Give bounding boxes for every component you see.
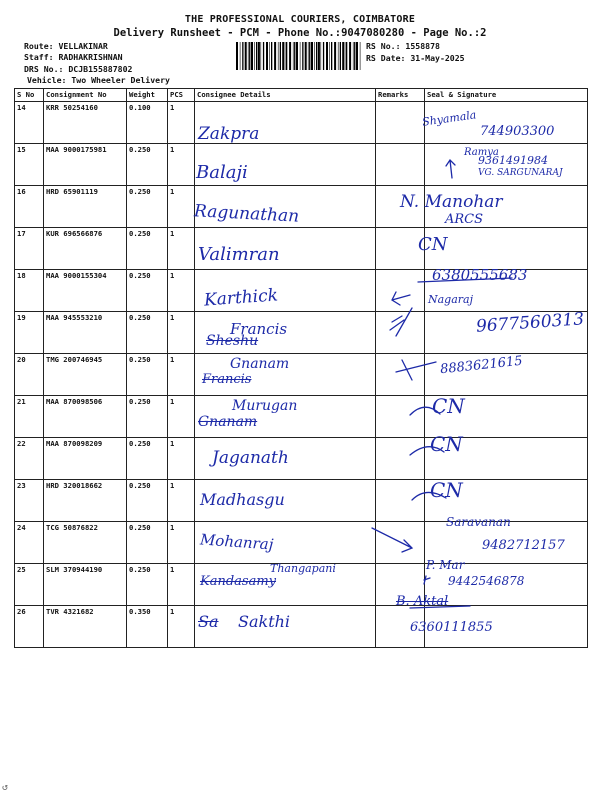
- barcode-bar: [356, 42, 358, 70]
- barcode-bar: [302, 42, 303, 70]
- cell-sno: 26: [15, 606, 44, 648]
- cell-signature: [425, 228, 588, 270]
- cell-pcs: 1: [168, 522, 195, 564]
- hw-sign-23: CN: [430, 478, 463, 502]
- cell-consignment: TVR 4321682: [44, 606, 127, 648]
- cell-consignment: KRR 50254160: [44, 102, 127, 144]
- cell-pcs: 1: [168, 354, 195, 396]
- barcode-bar: [349, 42, 351, 70]
- cell-weight: 0.250: [127, 144, 168, 186]
- cell-consignment: MAA 9000175981: [44, 144, 127, 186]
- table-row: [15, 228, 588, 270]
- cell-weight: 0.250: [127, 312, 168, 354]
- cell-weight: 0.350: [127, 606, 168, 648]
- barcode-bar: [353, 42, 354, 70]
- cell-weight: 0.250: [127, 270, 168, 312]
- cell-consignment: MAA 870098506: [44, 396, 127, 438]
- hw-consignee-17: Valimran: [198, 244, 280, 265]
- barcode-bar: [286, 42, 287, 70]
- barcode-bar: [326, 42, 328, 70]
- hw-sign-20-phone: 8883621615: [439, 353, 524, 378]
- hw-sign-14: Shyamala: [421, 108, 478, 129]
- barcode-bar: [334, 42, 336, 70]
- route-label: Route: VELLAKINAR: [24, 41, 108, 51]
- cell-pcs: 1: [168, 228, 195, 270]
- hw-sign-25: P. Mar: [426, 558, 465, 572]
- hw-consignee-19: Francis: [230, 320, 288, 338]
- cell-pcs: 1: [168, 438, 195, 480]
- cell-consignment: TCG 50876822: [44, 522, 127, 564]
- hw-sign-22: CN: [430, 432, 463, 456]
- hw-sign-15-phone: 9361491984: [478, 154, 548, 167]
- hw-sign-24-phone: 9482712157: [482, 538, 565, 553]
- cell-pcs: 1: [168, 480, 195, 522]
- hw-consignee-20: Gnanam: [230, 356, 290, 372]
- barcode-bar: [266, 42, 268, 70]
- barcode-bar: [360, 42, 361, 70]
- cell-sno: 22: [15, 438, 44, 480]
- staff-label: Staff: RADHAKRISHNAN: [24, 52, 123, 62]
- cell-consignment: MAA 870098209: [44, 438, 127, 480]
- barcode-bar: [263, 42, 264, 70]
- hw-sign-24: Saravanan: [446, 515, 511, 529]
- cell-remarks: [376, 102, 425, 144]
- cell-pcs: 1: [168, 396, 195, 438]
- barcode-bar: [271, 42, 272, 70]
- drs-number: DRS No.: DCJB155887802: [24, 64, 133, 74]
- hw-struck-26: Sa: [198, 612, 219, 631]
- table-row: [15, 606, 588, 648]
- barcode-bar: [278, 42, 279, 70]
- hw-sign-26-phone: 6360111855: [410, 620, 493, 635]
- barcode-bar: [342, 42, 344, 70]
- cell-sno: 16: [15, 186, 44, 228]
- barcode-bar: [314, 42, 315, 70]
- cell-remarks: [376, 144, 425, 186]
- barcode-bar: [316, 42, 317, 70]
- cell-sno: 20: [15, 354, 44, 396]
- hw-sign-16: N. Manohar: [400, 192, 503, 212]
- barcode-bar: [282, 42, 284, 70]
- col-pcs: PCS: [168, 89, 195, 102]
- barcode-bar: [256, 42, 257, 70]
- cell-consignment: KUR 696566876: [44, 228, 127, 270]
- cell-sno: 23: [15, 480, 44, 522]
- hw-sign-25-phone: 9442546878: [448, 574, 525, 588]
- cell-weight: 0.250: [127, 480, 168, 522]
- cell-sno: 19: [15, 312, 44, 354]
- barcode-bar: [323, 42, 324, 70]
- cell-remarks: [376, 354, 425, 396]
- hw-struck-20: Francis: [202, 372, 252, 387]
- barcode-bar: [354, 42, 355, 70]
- cell-remarks: [376, 396, 425, 438]
- hw-sign-17-cn: CN: [418, 234, 448, 255]
- col-sno: S No: [15, 89, 44, 102]
- hw-consignee-15: Balaji: [196, 162, 248, 183]
- barcode-bar: [300, 42, 301, 70]
- barcode-bar: [308, 42, 309, 70]
- cell-consignment: HRD 320018662: [44, 480, 127, 522]
- cell-weight: 0.250: [127, 354, 168, 396]
- hw-consignee-14: Zakpra: [198, 124, 260, 144]
- table-row: [15, 438, 588, 480]
- hw-sign-15: Ramya: [464, 147, 499, 158]
- cell-consignment: MAA 9000155304: [44, 270, 127, 312]
- hw-sign-19-phone: 9677560313: [475, 309, 585, 337]
- col-signature: Seal & Signature: [425, 89, 588, 102]
- cell-weight: 0.250: [127, 228, 168, 270]
- cell-weight: 0.250: [127, 186, 168, 228]
- barcode-bar: [321, 42, 322, 70]
- hw-consignee-21: Murugan: [232, 398, 298, 414]
- hw-consignee-24: Mohanraj: [199, 530, 274, 554]
- barcode-bar: [261, 42, 262, 70]
- barcode-bar: [236, 42, 238, 70]
- hw-consignee-16: Ragunathan: [193, 201, 300, 227]
- cell-weight: 0.250: [127, 522, 168, 564]
- cell-pcs: 1: [168, 606, 195, 648]
- hw-sign-14-phone: 744903300: [480, 124, 555, 139]
- cell-remarks: [376, 270, 425, 312]
- hw-consignee-25: Thangapani: [270, 562, 336, 575]
- cell-weight: 0.250: [127, 438, 168, 480]
- cell-sno: 17: [15, 228, 44, 270]
- cell-consignment: MAA 945553210: [44, 312, 127, 354]
- hw-struck-19: Sheshu: [206, 333, 259, 349]
- barcode-image: [236, 42, 361, 70]
- hw-sign-15-name: VG. SARGUNARAJ: [478, 168, 563, 178]
- table-header-row: [15, 89, 588, 102]
- barcode-bar: [242, 42, 243, 70]
- hw-struck-25: Kandasamy: [200, 574, 277, 589]
- barcode-bar: [249, 42, 250, 70]
- hw-consignee-23: Madhasgu: [200, 490, 285, 509]
- cell-remarks: [376, 312, 425, 354]
- barcode-bar: [274, 42, 276, 70]
- cell-pcs: 1: [168, 144, 195, 186]
- barcode-bar: [294, 42, 295, 70]
- barcode-bar: [293, 42, 294, 70]
- hw-sign-21: CN: [432, 394, 465, 418]
- barcode-bar: [345, 42, 346, 70]
- barcode-bar: [269, 42, 270, 70]
- cell-sno: 21: [15, 396, 44, 438]
- vehicle-label: Vehicle: Two Wheeler Delivery: [27, 75, 170, 85]
- barcode-bar: [280, 42, 281, 70]
- cell-sno: 18: [15, 270, 44, 312]
- hw-consignee-26: Sakthi: [238, 612, 291, 631]
- runsheet-subtitle: Delivery Runsheet - PCM - Phone No.:9047080280 - Page No.:2: [113, 27, 487, 39]
- cell-remarks: [376, 480, 425, 522]
- barcode-bar: [338, 42, 339, 70]
- barcode-bar: [331, 42, 332, 70]
- cell-sno: 14: [15, 102, 44, 144]
- barcode-bar: [318, 42, 320, 70]
- cell-sno: 15: [15, 144, 44, 186]
- cell-pcs: 1: [168, 312, 195, 354]
- col-consignment: Consignment No: [44, 89, 127, 102]
- col-consignee: Consignee Details: [195, 89, 376, 102]
- cell-consignment: HRD 65901119: [44, 186, 127, 228]
- hw-consignee-18: Karthick: [203, 285, 279, 311]
- table-row: [15, 396, 588, 438]
- barcode-bar: [285, 42, 286, 70]
- col-remarks: Remarks: [376, 89, 425, 102]
- barcode-bar: [289, 42, 291, 70]
- cell-pcs: 1: [168, 270, 195, 312]
- company-name: THE PROFESSIONAL COURIERS, COIMBATORE: [184, 14, 416, 25]
- rs-number: RS No.: 1558878: [366, 41, 440, 51]
- barcode-bar: [340, 42, 341, 70]
- barcode-bar: [254, 42, 255, 70]
- cell-consignment: TMG 200746945: [44, 354, 127, 396]
- hw-sign-19: Nagaraj: [428, 293, 474, 306]
- barcode-bar: [305, 42, 307, 70]
- cell-pcs: 1: [168, 564, 195, 606]
- cell-remarks: [376, 522, 425, 564]
- barcode-bar: [329, 42, 330, 70]
- barcode-bar: [309, 42, 310, 70]
- cell-weight: 0.250: [127, 564, 168, 606]
- cell-weight: 0.250: [127, 396, 168, 438]
- cell-weight: 0.100: [127, 102, 168, 144]
- cell-sno: 24: [15, 522, 44, 564]
- hw-struck-21: Gnanam: [198, 414, 258, 430]
- hw-sign-17: ARCS: [445, 212, 484, 227]
- corner-mark-icon: ↺: [2, 782, 9, 793]
- hw-consignee-22: Jaganath: [212, 448, 289, 468]
- barcode-bar: [248, 42, 249, 70]
- barcode-bar: [258, 42, 260, 70]
- cell-consignment: SLM 370944190: [44, 564, 127, 606]
- cell-remarks: [376, 438, 425, 480]
- rs-date: RS Date: 31-May-2025: [366, 53, 465, 63]
- cell-pcs: 1: [168, 102, 195, 144]
- barcode-bar: [311, 42, 313, 70]
- barcode-bar: [240, 42, 241, 70]
- cell-pcs: 1: [168, 186, 195, 228]
- cell-sno: 25: [15, 564, 44, 606]
- hw-sign-26: B. Aktal: [396, 594, 449, 609]
- barcode-bar: [296, 42, 298, 70]
- col-weight: Weight: [127, 89, 168, 102]
- barcode-bar: [251, 42, 253, 70]
- barcode-bar: [346, 42, 347, 70]
- hw-sign-18: 6380555683: [432, 266, 528, 284]
- barcode-bar: [245, 42, 247, 70]
